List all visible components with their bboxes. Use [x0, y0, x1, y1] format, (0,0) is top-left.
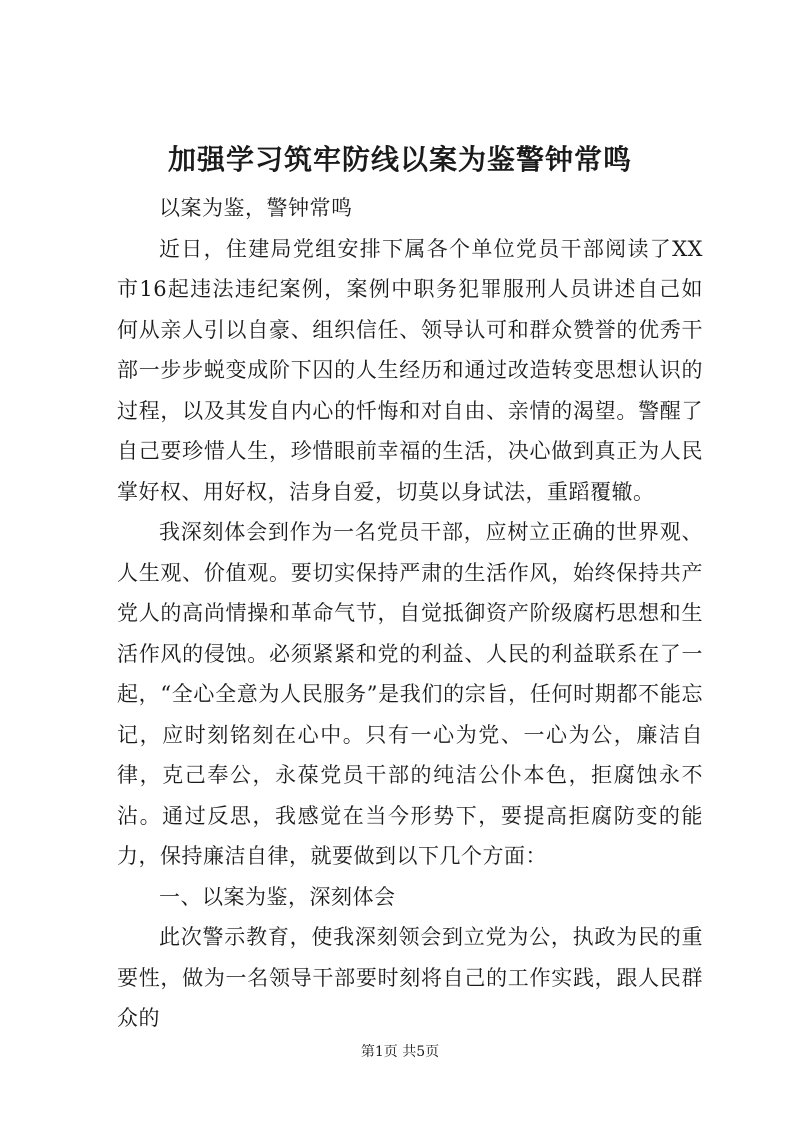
section-heading: 一、以案为鉴，深刻体会: [159, 884, 396, 909]
body-paragraph: 我深刻体会到作为一名党员干部，应树立正确的世界观、人生观、价值观。要切实保持严肃的生活作风，始终保持共产党人的高尚情操和革命气节，自觉抵御资产阶级腐朽思想和生活作风的侵蚀。必须紧紧和党的利益、人民的利益联系在了一起，“全心全意为人民服务”是我们的宗旨，任何时期都不能忘记，应时刻铭刻在心中。只有一心为党、一心为公，廉洁自律，克己奉公，永葆党员干部的纯洁公仆本色，拒腐蚀永不沾。通过反思，我感觉在当今形势下，要提高拒腐防变的能力，保持廉洁自律，就要做到以下几个方面：: [117, 520, 703, 868]
page-footer: [0, 1042, 800, 1062]
body-paragraph: 近日，住建局党组安排下属各个单位党员干部阅读了XX市16起违法违纪案例，案例中职务犯罪服刑人员讲述自己如何从亲人引以自豪、组织信任、领导认可和群众赞誉的优秀干部一步步蜕变成阶下囚的人生经历和通过改造转变思想认识的过程，以及其发自内心的忏悔和对自由、亲情的渴望。警醒了自己要珍惜人生，珍惜眼前幸福的生活，决心做到真正为人民掌好权、用好权，洁身自爱，切莫以身试法，重蹈覆辙。: [117, 236, 703, 504]
subtitle-paragraph: 以案为鉴，警钟常鸣: [159, 196, 353, 220]
document-body: [117, 188, 703, 1039]
body-paragraph: 此次警示教育，使我深刻领会到立党为公，执政为民的重要性，做为一名领导干部要时刻将自己的工作实践，跟人民群众的: [117, 925, 703, 1030]
document-title: 加强学习筑牢防线以案为鉴警钟常鸣: [167, 143, 632, 176]
page-number: 第1页 共5页: [360, 1044, 440, 1060]
